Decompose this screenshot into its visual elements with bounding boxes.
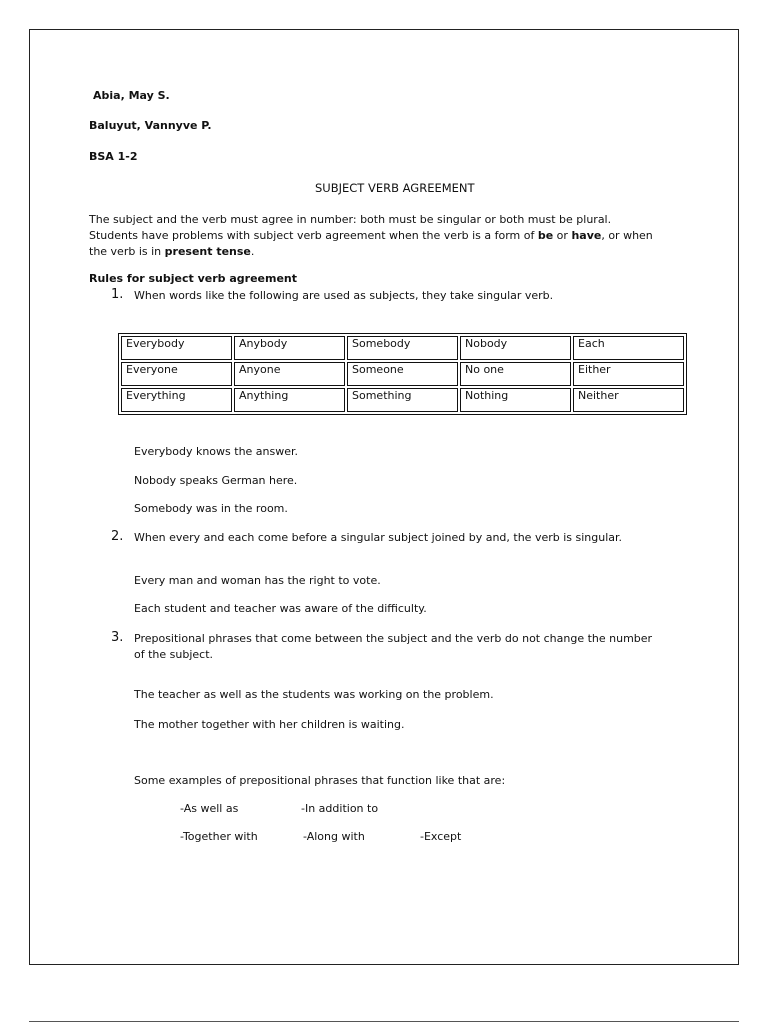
page-divider: [29, 1021, 739, 1022]
document-title: SUBJECT VERB AGREEMENT: [315, 181, 475, 195]
phrase-item: -Together with: [180, 830, 258, 843]
table-cell: Everyone: [121, 362, 232, 386]
example-sentence: Nobody speaks German here.: [134, 474, 298, 487]
table-cell: No one: [460, 362, 571, 386]
example-sentence: Somebody was in the room.: [134, 502, 288, 515]
table-cell: Nothing: [460, 388, 571, 412]
section-label: BSA 1-2: [89, 150, 138, 163]
phrase-item: -In addition to: [301, 802, 379, 815]
phrase-item: -As well as: [180, 802, 239, 815]
rule-2-text: When every and each come before a singular subject joined by and, the verb is singular.: [134, 531, 623, 544]
rule-3-text-line-1: Prepositional phrases that come between the subject and the verb do not change the number: [134, 632, 653, 645]
table-cell: Something: [347, 388, 458, 412]
table-row: [121, 362, 684, 386]
rule-3-number: 3.: [111, 630, 124, 645]
phrases-intro: Some examples of prepositional phrases that function like that are:: [134, 774, 506, 787]
phrase-item: -Along with: [303, 830, 365, 843]
example-sentence: Every man and woman has the right to vote.: [134, 574, 381, 587]
table-cell: Everybody: [121, 336, 232, 360]
indefinite-pronoun-table: [118, 333, 687, 415]
term-present-tense: present tense: [164, 245, 251, 258]
table-cell: Anybody: [234, 336, 345, 360]
phrase-item: -Except: [420, 830, 462, 843]
example-sentence: The teacher as well as the students was working on the problem.: [134, 688, 494, 701]
author-name-2: Baluyut, Vannyve P.: [89, 119, 212, 132]
intro-line-1: The subject and the verb must agree in number: both must be singular or both must be plural.: [89, 213, 612, 226]
example-sentence: Each student and teacher was aware of the difficulty.: [134, 602, 427, 615]
rule-2-number: 2.: [111, 529, 124, 544]
table-row: [121, 336, 684, 360]
table-cell: Neither: [573, 388, 684, 412]
rule-3-text-line-2: of the subject.: [134, 648, 214, 661]
intro-paragraph: [89, 212, 653, 260]
document-page: [29, 29, 739, 965]
table-cell: Somebody: [347, 336, 458, 360]
table-cell: Anything: [234, 388, 345, 412]
example-sentence: Everybody knows the answer.: [134, 445, 299, 458]
intro-line-3: the verb is in present tense.: [89, 245, 255, 258]
intro-line-2: Students have problems with subject verb agreement when the verb is a form of be or have, or when: [89, 229, 653, 242]
term-have: have: [571, 229, 602, 242]
table-row: [121, 388, 684, 412]
table-cell: Everything: [121, 388, 232, 412]
rule-1-text: When words like the following are used as subjects, they take singular verb.: [134, 289, 554, 302]
table-cell: Anyone: [234, 362, 345, 386]
rule-1-number: 1.: [111, 287, 124, 302]
example-sentence: The mother together with her children is waiting.: [134, 718, 405, 731]
term-be: be: [537, 229, 554, 242]
author-name-1: Abia, May S.: [93, 89, 170, 102]
table-cell: Each: [573, 336, 684, 360]
table-cell: Either: [573, 362, 684, 386]
table-cell: Someone: [347, 362, 458, 386]
rules-heading: Rules for subject verb agreement: [89, 272, 298, 285]
table-cell: Nobody: [460, 336, 571, 360]
